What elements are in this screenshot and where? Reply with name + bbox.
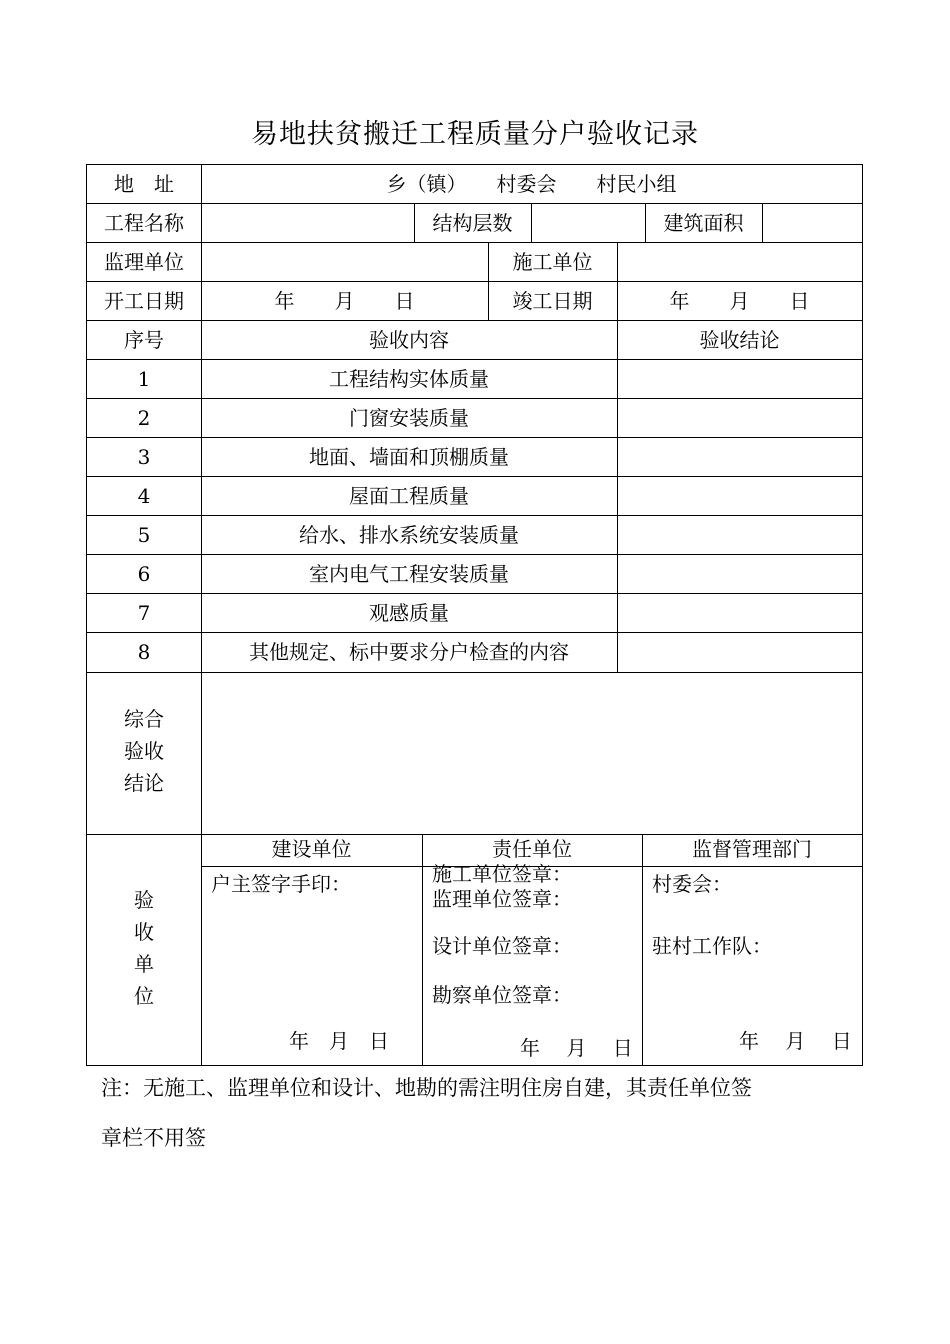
completion-date-value: 年 月 日 [669,289,810,313]
row-seq: 8 [137,640,151,664]
col-seq-header: 序号 [124,328,164,352]
address-value: 乡（镇） 村委会 村民小组 [386,172,677,196]
designer-seal-field: 设计单位签章： [432,934,572,958]
supervision-dept-header: 监督管理部门 [692,837,812,861]
row-content: 观感质量 [369,601,449,625]
start-date-label: 开工日期 [104,289,184,313]
construction-unit-label: 施工单位 [512,250,593,274]
col-content-header: 验收内容 [369,328,449,352]
summary-label-line1: 综合 [124,707,164,731]
acceptance-form-table [86,164,863,1066]
acceptance-label-char: 单 [134,952,154,976]
work-team-field: 驻村工作队： [652,934,772,958]
construction-party-date: 年 月 日 [289,1029,389,1053]
row-content: 给水、排水系统安装质量 [299,523,519,547]
building-area-label: 建筑面积 [663,211,744,235]
page-title: 易地扶贫搬迁工程质量分户验收记录 [251,119,699,150]
row-seq: 3 [137,445,151,469]
supervision-unit-label: 监理单位 [104,250,184,274]
acceptance-label-char: 位 [134,984,154,1008]
row-content: 工程结构实体质量 [329,367,489,391]
footnote-line1: 注：无施工、监理单位和设计、地勘的需注明住房自建，其责任单位签 [101,1076,752,1100]
builder-seal-field: 施工单位签章： [432,862,572,886]
structure-floors-label: 结构层数 [432,211,513,235]
responsible-party-header: 责任单位 [492,837,572,861]
row-seq: 4 [137,484,151,508]
acceptance-label-char: 收 [134,920,154,944]
village-committee-field: 村委会： [652,872,732,896]
row-content: 其他规定、标中要求分户检查的内容 [249,640,569,664]
owner-sign-field: 户主签字手印： [211,872,351,896]
responsible-party-date: 年 月 日 [520,1036,633,1060]
col-conclusion-header: 验收结论 [699,328,780,352]
construction-party-header: 建设单位 [271,837,352,861]
row-content: 门窗安装质量 [349,406,469,430]
row-content: 室内电气工程安装质量 [309,562,509,586]
surveyor-seal-field: 勘察单位签章： [432,983,572,1007]
completion-date-label: 竣工日期 [512,289,593,313]
supervisor-seal-field: 监理单位签章： [432,887,572,911]
project-name-label: 工程名称 [104,211,184,235]
row-seq: 7 [137,601,151,625]
summary-label-line2: 验收 [124,739,164,763]
row-content: 屋面工程质量 [349,484,469,508]
address-label: 地 址 [114,172,174,196]
footnote-line2: 章栏不用签 [101,1126,206,1150]
acceptance-label-char: 验 [134,888,154,912]
row-content: 地面、墙面和顶棚质量 [309,445,509,469]
row-seq: 5 [137,523,151,547]
summary-label-line3: 结论 [124,771,164,795]
supervision-dept-date: 年 月 日 [739,1029,852,1053]
row-seq: 6 [137,562,151,586]
row-seq: 2 [137,406,151,430]
row-seq: 1 [137,367,151,391]
start-date-value: 年 月 日 [274,289,415,313]
